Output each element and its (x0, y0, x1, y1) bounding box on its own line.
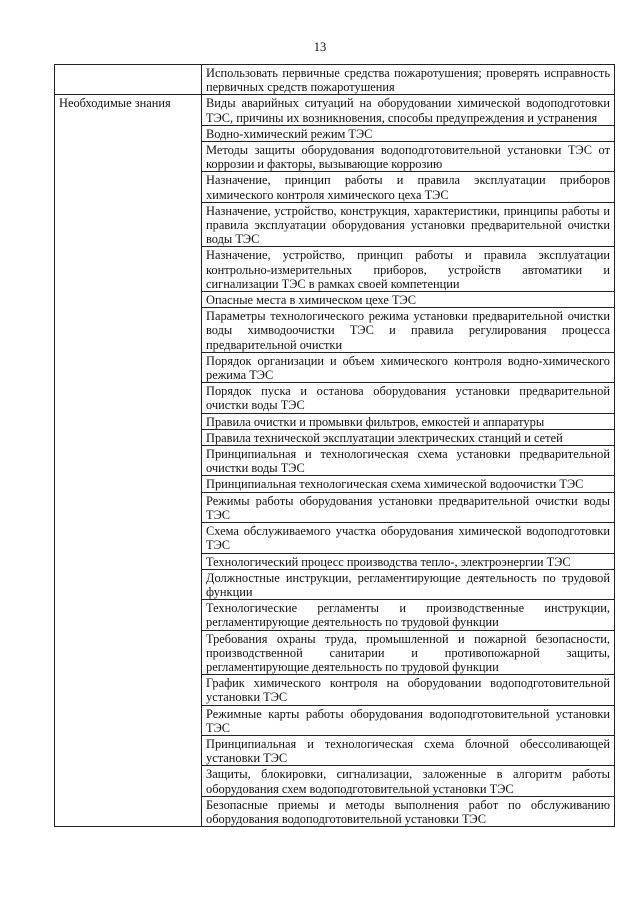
requirement-text: Правила технической эксплуатации электрических станций и сетей (202, 429, 615, 445)
requirement-text: График химического контроля на оборудовании водоподготовительной установки ТЭС (202, 675, 615, 705)
requirement-text: Методы защиты оборудования водоподготовительной установки ТЭС от коррозии и факторы, вызывающие коррозию (202, 142, 615, 172)
requirement-text: Порядок организации и объем химического контроля водно-химического режима ТЭС (202, 352, 615, 382)
requirement-text: Режимы работы оборудования установки предварительной очистки воды ТЭС (202, 492, 615, 522)
requirement-text: Должностные инструкции, регламентирующие деятельность по трудовой функции (202, 569, 615, 599)
requirement-text: Схема обслуживаемого участка оборудования химической водоподготовки ТЭС (202, 523, 615, 553)
requirement-text: Принципиальная и технологическая схема установки предварительной очистки воды ТЭС (202, 446, 615, 476)
requirement-text: Технологический процесс производства тепло-, электроэнергии ТЭС (202, 553, 615, 569)
requirement-text: Безопасные приемы и методы выполнения работ по обслуживанию оборудования водоподготовительной установки ТЭС (202, 796, 615, 826)
row-label-cell (55, 65, 202, 95)
section-label-knowledge: Необходимые знания (55, 95, 202, 827)
requirement-text: Виды аварийных ситуаций на оборудовании химической водоподготовки ТЭС, причины их возникновения, способы предупреждения и устранения (202, 95, 615, 125)
requirement-text: Назначение, принцип работы и правила эксплуатации приборов химического контроля химического цеха ТЭС (202, 172, 615, 202)
requirements-table (54, 64, 615, 827)
requirement-text: Опасные места в химическом цехе ТЭС (202, 292, 615, 308)
requirement-text: Параметры технологического режима установки предварительной очистки воды химводоочистки ТЭС и правила регулирования процесса предварительной очистки (202, 308, 615, 353)
requirement-text: Принципиальная и технологическая схема блочной обессоливающей установки ТЭС (202, 735, 615, 765)
requirement-text: Порядок пуска и останова оборудования установки предварительной очистки воды ТЭС (202, 383, 615, 413)
requirement-text: Правила очистки и промывки фильтров, емкостей и аппаратуры (202, 413, 615, 429)
requirement-text: Требования охраны труда, промышленной и пожарной безопасности, производственной санитарии и противопожарной защиты, регламентирующие деятельность по трудовой функции (202, 630, 615, 675)
requirement-text: Водно-химический режим ТЭС (202, 125, 615, 141)
requirement-text: Назначение, устройство, принцип работы и правила эксплуатации контрольно-измерительных приборов, устройств автоматики и сигнализации ТЭС в рамках своей компетенции (202, 247, 615, 292)
table-row (55, 95, 615, 125)
requirement-text: Использовать первичные средства пожаротушения; проверять исправность первичных средств пожаротушения (202, 65, 615, 95)
requirement-text: Режимные карты работы оборудования водоподготовительной установки ТЭС (202, 705, 615, 735)
requirement-text: Назначение, устройство, конструкция, характеристики, принципы работы и правила эксплуатации оборудования установки предварительной очистки воды ТЭС (202, 202, 615, 247)
requirement-text: Защиты, блокировки, сигнализации, заложенные в алгоритм работы оборудования схем водоподготовительной установки ТЭС (202, 766, 615, 796)
requirement-text: Технологические регламенты и производственные инструкции, регламентирующие деятельность по трудовой функции (202, 600, 615, 630)
table-row (55, 65, 615, 95)
page-number: 13 (313, 40, 327, 54)
requirement-text: Принципиальная технологическая схема химической водоочистки ТЭС (202, 476, 615, 492)
